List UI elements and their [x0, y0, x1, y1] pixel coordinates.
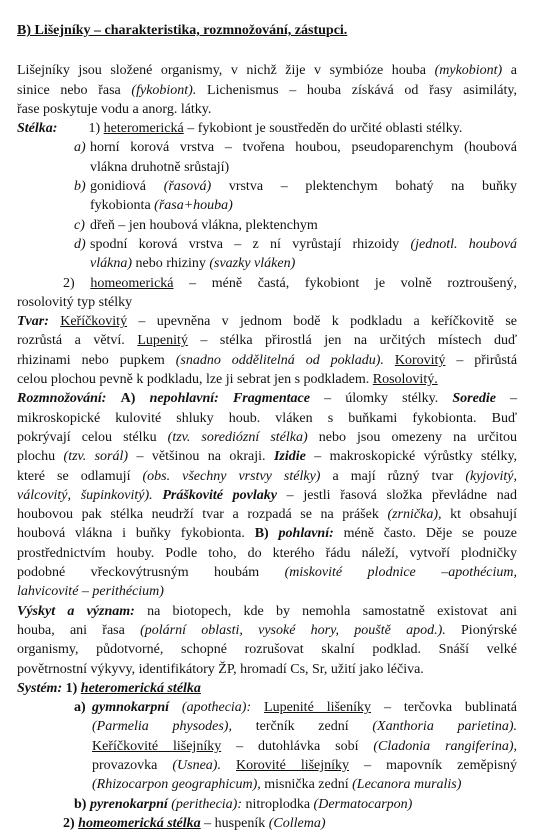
- term-bold-italic-underlined: heteromerická stélka: [80, 680, 201, 696]
- rozm-line: [17, 389, 517, 408]
- tvar-line: [17, 312, 517, 331]
- term-italic: (Dermatocarpon): [313, 796, 413, 812]
- term-bold-italic: pohlavní:: [278, 526, 334, 542]
- text: které se odlamují: [17, 468, 131, 484]
- text: rozrůstá a větví.: [17, 333, 125, 349]
- vyskyt-line: [17, 660, 517, 679]
- text: na biotopech, kde by nemohla samostatně existovat ani: [147, 603, 517, 619]
- term-bold-italic: Izidie: [273, 449, 306, 465]
- text: – fykobiont je soustředěn do určité oblasti stélky.: [187, 121, 463, 137]
- term-italic: (svazky vláken): [209, 256, 296, 272]
- term-italic: (zrnička),: [387, 507, 442, 523]
- text: méně často. Děje se pouze: [343, 526, 518, 542]
- list-marker: a): [74, 140, 86, 156]
- term-italic: (mykobiont): [434, 63, 503, 79]
- tvar-line: [17, 331, 517, 350]
- section-label: Výskyt a význam:: [17, 603, 135, 619]
- text: plochu: [17, 449, 56, 465]
- section-stelka: [17, 119, 517, 312]
- list-number: B): [254, 526, 269, 542]
- list-number: A): [120, 391, 136, 407]
- term-italic: (Xanthoria parietina).: [372, 719, 518, 735]
- text: pokrývají celou stélku: [17, 429, 157, 445]
- term-underlined: Lupenité lišeníky: [264, 700, 372, 716]
- list-item: [17, 216, 517, 235]
- term-italic: (obs. všechny vrstvy stélky): [142, 468, 321, 484]
- text: Lišejníky jsou složené organismy, v nichž žije v symbióze houba: [17, 63, 427, 79]
- term-bold-italic: Soredie: [452, 391, 496, 407]
- term-italic: (apothecia):: [181, 700, 252, 716]
- text: rhizinami nebo pupkem: [17, 352, 165, 368]
- stelka-heading-line: [17, 119, 517, 138]
- list-item: [17, 235, 517, 274]
- list-line: [92, 698, 517, 717]
- term-bold-italic-underlined: homeomerická stélka: [78, 815, 201, 831]
- vyskyt-line: [17, 602, 517, 621]
- list-number: 1): [88, 121, 101, 137]
- text: – mapovník zeměpisný: [364, 757, 518, 773]
- term-italic: (Usnea).: [172, 757, 221, 773]
- text: houbová vlákna i buňky fykobionta.: [17, 526, 245, 542]
- term-underlined: heteromerická: [103, 121, 184, 137]
- list-line: [90, 254, 517, 273]
- list-line: [90, 216, 517, 235]
- term-italic: (tzv. sorediózní stélka): [167, 429, 308, 445]
- term-italic: (Rhizocarpon geographicum),: [92, 777, 261, 793]
- text: – upevněna v jednom bodě k podkladu a keříčkovitě se: [138, 314, 517, 330]
- list-line: [90, 158, 517, 177]
- list-line: [92, 717, 517, 736]
- term-bold-italic: Fragmentace: [232, 391, 310, 407]
- text: a mají různý tvar: [332, 468, 454, 484]
- text: – makroskopické výrůstky stélky,: [314, 449, 518, 465]
- tvar-line: [17, 370, 517, 389]
- document-page: [17, 21, 517, 833]
- term-italic: (perithecia):: [171, 796, 242, 812]
- section-label: Tvar:: [17, 314, 49, 330]
- list-item: [17, 177, 517, 216]
- text: fykobionta: [90, 198, 151, 214]
- list-item: [17, 698, 517, 794]
- rozm-line: [17, 505, 517, 524]
- term-italic: (tzv. sorál): [63, 449, 129, 465]
- text: – přirůstá: [456, 352, 518, 368]
- term-underlined: Lupenitý: [137, 333, 188, 349]
- text: mikroskopické kulovité shluky houb. vláken s buňkami fykobionta. Buď: [17, 410, 517, 426]
- text: organismy, půdotvorné, schopné rozrušovat skalní podklad. Snáší velké: [17, 642, 517, 658]
- text: podobné vřeckovýtrusným houbám: [17, 565, 260, 581]
- text: terčník zední: [255, 719, 349, 735]
- vyskyt-line: [17, 640, 517, 659]
- list-line: [92, 737, 517, 756]
- term-italic: (Lecanora muralis): [352, 777, 462, 793]
- term-underlined: Korovitý: [394, 352, 446, 368]
- list-line: [92, 775, 517, 794]
- term-italic: (řasa+houba): [154, 198, 233, 214]
- term-italic: (Collema): [268, 815, 326, 831]
- term-italic: válcovitý, šupinkovitý).: [17, 487, 153, 503]
- text: dřeň – jen houbová vlákna, plektenchym: [90, 217, 318, 233]
- text: misnička zední: [264, 777, 349, 793]
- rozm-line: [17, 428, 517, 447]
- term-bold-italic: pyrenokarpní: [89, 796, 168, 812]
- system-line: [17, 814, 517, 833]
- rozm-line: [17, 544, 517, 563]
- rozm-line: [17, 409, 517, 428]
- term-italic: (Cladonia rangiferina),: [373, 738, 518, 754]
- text: nebo jsou omezeny na určitou: [318, 429, 518, 445]
- text: řase poskytuje vodu a anorg. látky.: [17, 101, 212, 117]
- term-italic: (fykobiont).: [131, 82, 197, 98]
- rozm-line: [17, 467, 517, 486]
- list-number: 2): [63, 275, 75, 291]
- text: houba, ani řasa: [17, 622, 125, 638]
- rozm-line: [17, 486, 517, 505]
- list-marker: b): [74, 179, 86, 195]
- text: spodní korová vrstva – z ní vyrůstají rhizoidy: [90, 236, 400, 252]
- text: – úlomky stélky.: [324, 391, 439, 407]
- text: Pionýrské: [461, 622, 518, 638]
- section-label: Systém:: [17, 680, 63, 696]
- text: houbovou pak stélka neudrží tvar a rozpadá se na prášek: [17, 507, 379, 523]
- stelka-item-2-line: [17, 293, 517, 312]
- system-line: [17, 679, 517, 698]
- list-line: [90, 235, 517, 254]
- text: provazovka: [92, 757, 158, 773]
- section-label: Stélka:: [17, 121, 58, 137]
- term-underlined: Keříčkovité lišejníky: [92, 738, 222, 754]
- intro-paragraph: [17, 61, 517, 119]
- text: sinice nebo řasa: [17, 82, 121, 98]
- tvar-line: [17, 351, 517, 370]
- text: gonidiová: [90, 179, 146, 195]
- term-italic: (kyjovitý,: [465, 468, 518, 484]
- list-marker: d): [74, 236, 86, 252]
- section-system: [17, 679, 517, 833]
- term-italic: lahvicovité – perithécium): [17, 584, 164, 600]
- vyskyt-line: [17, 621, 517, 640]
- rozm-line: [17, 447, 517, 466]
- text: – stélka přirostlá jen na určitých místech duď: [200, 333, 518, 349]
- term-bold-italic: nepohlavní:: [149, 391, 219, 407]
- text: rosolovitý typ stélky: [17, 294, 133, 310]
- text: – dutohlávka sobí: [236, 738, 359, 754]
- rozm-line: [17, 582, 517, 601]
- text: Lichenismus – houba získává od řasy asimiláty,: [207, 82, 517, 98]
- section-label: Rozmnožování:: [17, 391, 107, 407]
- section-tvar: [17, 312, 517, 389]
- rozm-line: [17, 563, 517, 582]
- list-line: [90, 177, 517, 196]
- section-vyskyt: [17, 602, 517, 679]
- list-marker: c): [74, 217, 85, 233]
- text: – terčovka bublinatá: [383, 700, 518, 716]
- term-italic: (řasová): [163, 179, 212, 195]
- term-underlined: Korovité lišejníky: [236, 757, 350, 773]
- term-bold-italic: gymnokarpní: [92, 700, 170, 716]
- list-number: 2): [63, 815, 75, 831]
- text: – většinou na okraji.: [136, 449, 266, 465]
- text: celou plochou pevně k podkladu, lze ji sebrat jen s podkladem.: [17, 372, 370, 388]
- stelka-item-2-line: [17, 274, 517, 293]
- text: –: [510, 391, 518, 407]
- intro-line: [17, 100, 517, 119]
- list-number: 1): [65, 680, 78, 696]
- page-title: B) Lišejníky – charakteristika, rozmnožování, zástupci.: [17, 23, 348, 38]
- list-item: [17, 138, 517, 177]
- text: nitroplodka: [245, 796, 311, 812]
- term-bold-italic: Práškovité povlaky: [162, 487, 277, 503]
- term-italic: (jednotl. houbová: [410, 236, 518, 252]
- section-rozmnozovani: [17, 389, 517, 601]
- list-line: [90, 138, 517, 157]
- term-italic: (snadno oddělitelná od pokladu).: [175, 352, 384, 368]
- text: – huspeník: [204, 815, 266, 831]
- list-line: [90, 196, 517, 215]
- list-marker: b): [74, 796, 87, 812]
- text: – jestli řasová složka převládne nad: [286, 487, 518, 503]
- text: prostřednictvím houby. Podle toho, do kterého řádu náleží, vytvoří plodničky: [17, 545, 517, 561]
- intro-line: [17, 61, 517, 80]
- text: a: [510, 63, 518, 79]
- text: kt obsahují: [450, 507, 517, 523]
- term-underlined: Keříčkovitý: [60, 314, 128, 330]
- term-italic: (miskovité plodnice –apothécium,: [284, 565, 518, 581]
- term-underlined: homeomerická: [90, 275, 174, 291]
- text: povětrnostní výkyvy, identifikátory ŽP, hromadí Cs, Sr, užití jako léčiva.: [17, 661, 424, 677]
- term-italic: (polární oblasti, vysoké hory, pouště apod.).: [140, 622, 446, 638]
- list-marker: a): [74, 700, 86, 716]
- text: – méně častá, fykobiont je volně roztroušený,: [189, 275, 517, 291]
- list-line: [92, 756, 517, 775]
- term-italic: (Parmelia physodes),: [92, 719, 232, 735]
- text: vlákna druhotně srůstají): [90, 159, 230, 175]
- rozm-line: [17, 524, 517, 543]
- text: vrstva – plektenchym bohatý na buňky: [228, 179, 518, 195]
- intro-line: [17, 81, 517, 100]
- text: nebo rhiziny: [135, 256, 206, 272]
- text: horní korová vrstva – tvořena houbou, pseudoparenchym (houbová: [90, 140, 517, 156]
- term-italic: vlákna): [90, 256, 132, 272]
- term-underlined: Rosolovitý.: [372, 372, 438, 388]
- system-line: [17, 795, 517, 814]
